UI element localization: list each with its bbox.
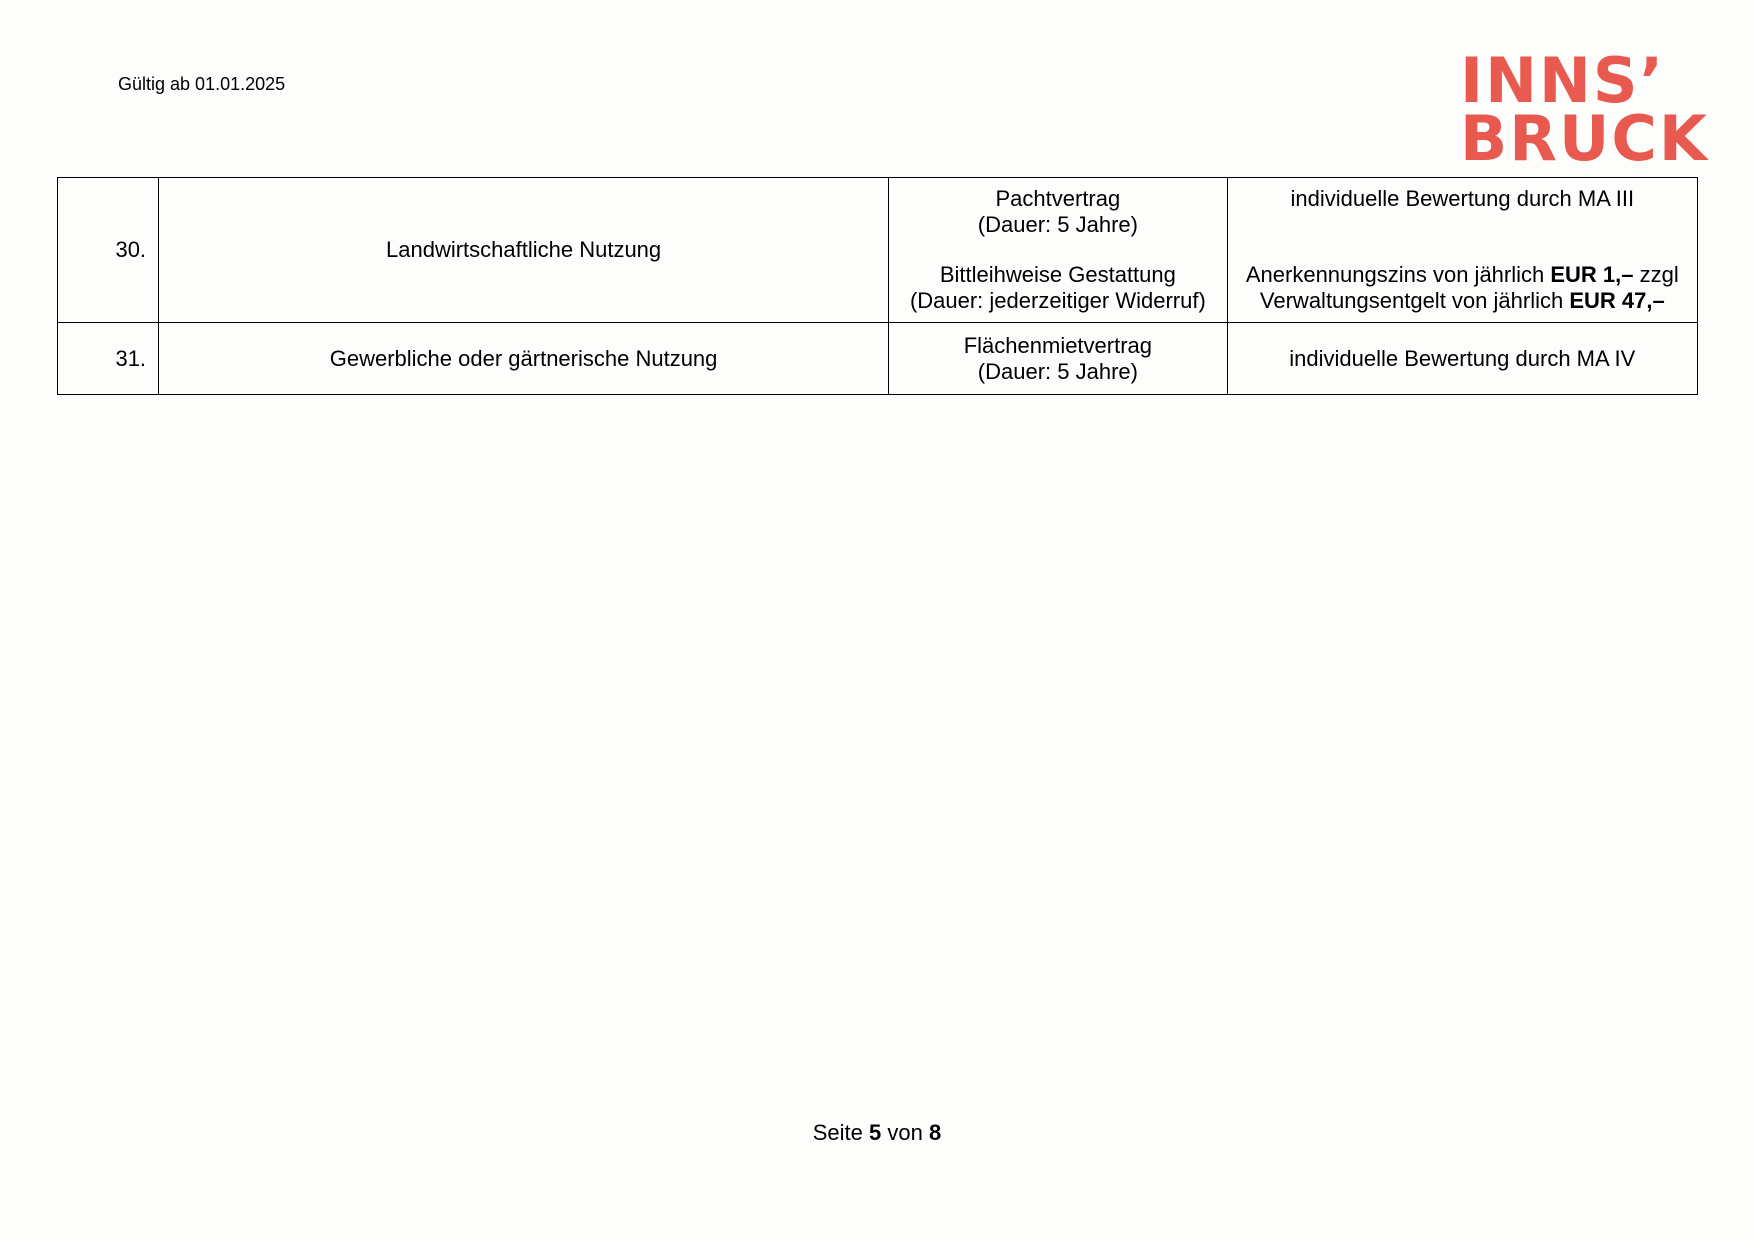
usage-description: Gewerbliche oder gärtnerische Nutzung	[159, 323, 889, 395]
total-pages: 8	[929, 1120, 942, 1145]
contract-type: Pachtvertrag	[995, 186, 1121, 211]
contract-cell	[889, 178, 1228, 323]
contract-duration: (Dauer: 5 Jahre)	[977, 212, 1138, 237]
contract-type: Bittleihweise Gestattung	[939, 262, 1176, 287]
page-of: von	[887, 1120, 923, 1145]
page-footer	[0, 1120, 1754, 1146]
logo-line-1: INNS’	[1460, 44, 1666, 117]
table-row	[58, 323, 1698, 395]
fee-table	[57, 177, 1698, 395]
fee-cell	[1227, 178, 1697, 323]
innsbruck-logo	[1460, 44, 1709, 175]
contract-type: Flächenmietvertrag	[963, 332, 1153, 358]
contract-cell	[889, 323, 1228, 395]
valid-from-date: Gültig ab 01.01.2025	[118, 74, 286, 94]
fee-amount: EUR 47,–	[1569, 288, 1665, 313]
fee-text: individuelle Bewertung durch MA IV	[1227, 323, 1697, 395]
contract-duration: (Dauer: 5 Jahre)	[977, 358, 1138, 384]
contract-duration: (Dauer: jederzeitiger Widerruf)	[909, 288, 1206, 313]
fee-amount: EUR 1,–	[1550, 262, 1634, 287]
usage-description: Landwirtschaftliche Nutzung	[159, 178, 889, 323]
current-page: 5	[869, 1120, 882, 1145]
fee-text: Verwaltungsentgelt von jährlich EUR 47,–	[1259, 288, 1665, 313]
fee-text: individuelle Bewertung durch MA III	[1290, 186, 1635, 211]
table-row	[58, 178, 1698, 323]
logo-line-2: BRUCK	[1460, 102, 1709, 175]
fee-text: Anerkennungszins von jährlich EUR 1,– zzgl	[1245, 262, 1679, 287]
row-number: 31.	[58, 323, 159, 395]
row-number: 30.	[58, 178, 159, 323]
page-label: Seite	[812, 1120, 863, 1145]
